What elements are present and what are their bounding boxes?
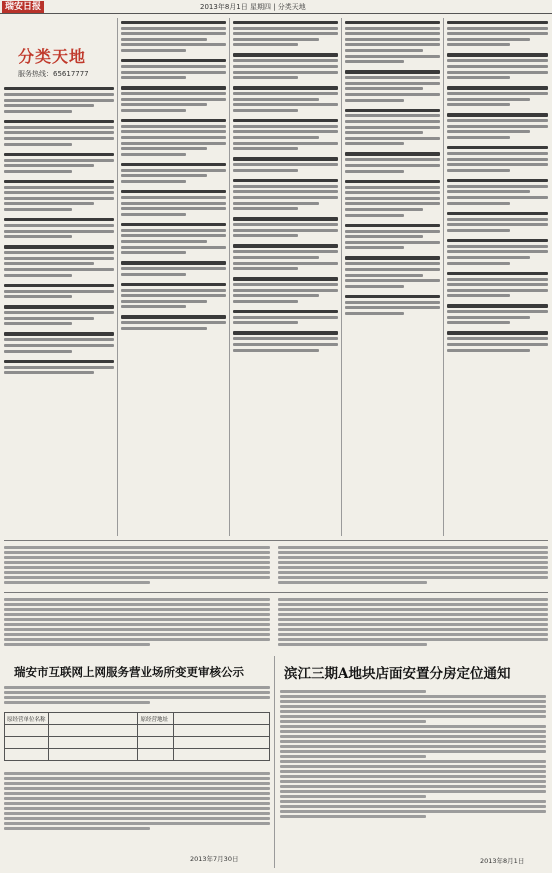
- classified-ad: [121, 59, 226, 79]
- classified-ad: [4, 360, 114, 375]
- classified-ad: [345, 109, 440, 146]
- page-folio: 2013年8月1日 星期四 | 分类天地: [200, 3, 306, 11]
- classified-ad: [345, 256, 440, 287]
- classified-column-3: [233, 18, 338, 536]
- classifieds-title: 分类天地: [18, 47, 87, 66]
- classified-ad: [233, 310, 338, 325]
- classifieds-phone: 服务热线：65617777: [18, 70, 89, 78]
- classified-ad: [233, 179, 338, 210]
- newspaper-logo: 瑞安日报: [2, 1, 44, 13]
- classified-ad: [345, 180, 440, 217]
- table-row: [5, 737, 270, 749]
- classified-ad: [4, 332, 114, 352]
- classified-ad: [345, 152, 440, 172]
- classified-column-2: [121, 18, 226, 536]
- notice-date-left: 2013年7月30日: [190, 855, 239, 863]
- classified-ad: [447, 113, 548, 139]
- classified-ad: [447, 146, 548, 172]
- classified-ad: [345, 224, 440, 250]
- classified-ad: [121, 21, 226, 52]
- classified-ad: [447, 86, 548, 106]
- classified-ad: [121, 163, 226, 183]
- classified-ad: [447, 304, 548, 324]
- classified-ad: [233, 277, 338, 303]
- classified-ad: [4, 120, 114, 146]
- table-cell: [48, 713, 138, 725]
- notice-blurb: [278, 596, 548, 652]
- classified-ad: [4, 87, 114, 113]
- section-divider: [4, 540, 548, 541]
- classified-ad: [233, 119, 338, 150]
- classified-ad: [345, 70, 440, 101]
- classified-ad: [447, 53, 548, 79]
- notice-title-right: 滨江三期A地块店面安置分房定位通知: [284, 666, 511, 682]
- table-header: 原经营地址: [138, 713, 174, 725]
- table-row: [5, 713, 270, 725]
- table-header: 原经营单位名称: [5, 713, 49, 725]
- classified-ad: [4, 245, 114, 276]
- classified-ad: [447, 272, 548, 298]
- classified-ad: [121, 283, 226, 309]
- notice-title-left: 瑞安市互联网上网服务营业场所变更审核公示: [14, 665, 244, 679]
- classified-ad: [447, 179, 548, 205]
- notice-table: [4, 712, 270, 761]
- classified-ad: [121, 315, 226, 330]
- classified-ad: [121, 86, 226, 112]
- classified-column-1: [4, 18, 114, 536]
- classified-ad: [233, 21, 338, 47]
- column-rule: [229, 18, 230, 536]
- classified-ad: [447, 212, 548, 232]
- notice-blurb: [4, 544, 270, 590]
- notice-date-right: 2013年8月1日: [480, 857, 525, 865]
- classified-ad: [447, 331, 548, 351]
- classified-ad: [233, 157, 338, 172]
- column-rule: [117, 18, 118, 536]
- classified-ad: [121, 261, 226, 276]
- classified-ad: [447, 239, 548, 265]
- classified-ad: [345, 21, 440, 64]
- classified-ad: [121, 223, 226, 254]
- classified-ad: [233, 53, 338, 79]
- classified-ad: [4, 180, 114, 211]
- notice-body: [4, 770, 270, 842]
- column-rule: [274, 656, 275, 868]
- classified-column-4: [345, 18, 440, 536]
- classified-ad: [4, 153, 114, 173]
- notice-blurb: [278, 544, 548, 590]
- notice-body: [4, 684, 270, 708]
- classified-ad: [233, 86, 338, 112]
- table-row: [5, 749, 270, 761]
- table-row: [5, 725, 270, 737]
- classified-ad: [4, 284, 114, 299]
- classified-ad: [447, 21, 548, 47]
- classified-ad: [4, 218, 114, 238]
- table-cell: [174, 713, 270, 725]
- column-rule: [443, 18, 444, 536]
- classified-ad: [4, 305, 114, 325]
- column-rule: [341, 18, 342, 536]
- classified-column-5: [447, 18, 548, 536]
- classified-ad: [233, 244, 338, 270]
- classified-ad: [233, 331, 338, 351]
- notice-blurb: [4, 596, 270, 652]
- classified-ad: [233, 217, 338, 237]
- classified-ad: [121, 119, 226, 156]
- section-divider: [4, 592, 548, 593]
- classified-ad: [345, 295, 440, 315]
- classified-ad: [121, 190, 226, 216]
- notice-body: [280, 688, 546, 848]
- masthead: [0, 0, 552, 14]
